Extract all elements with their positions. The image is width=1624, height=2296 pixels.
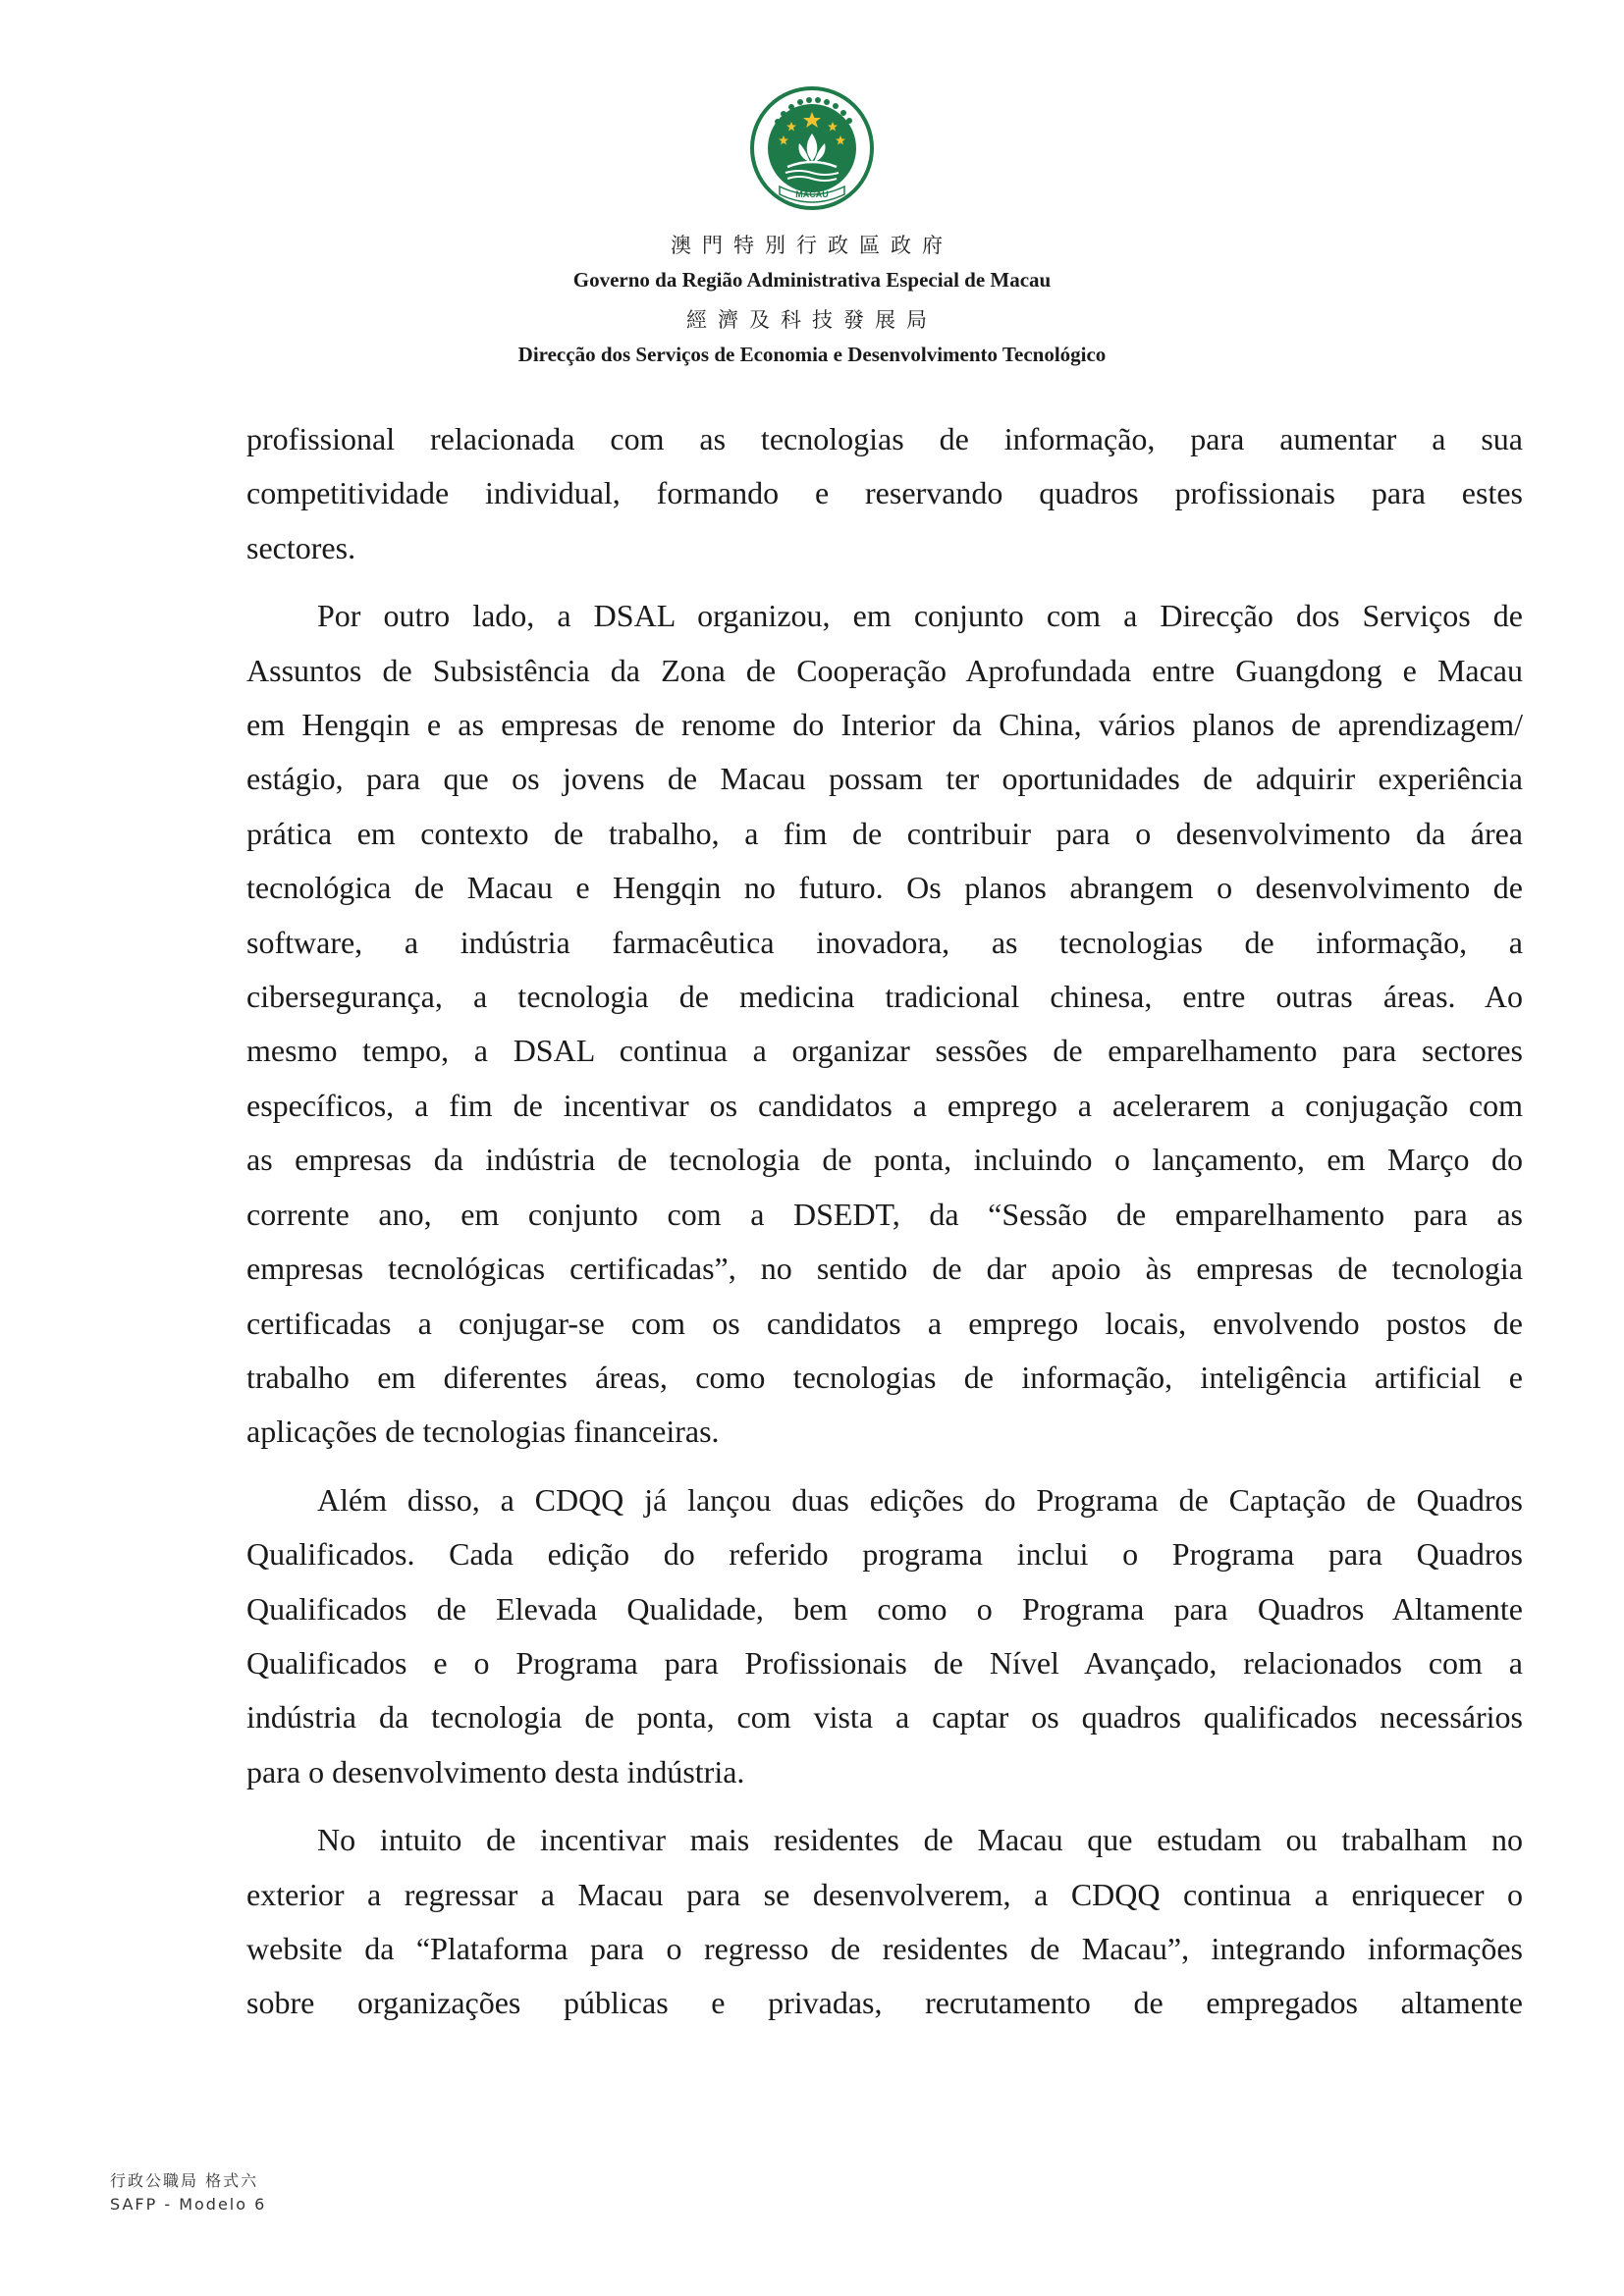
paragraph-line: Assuntos de Subsistência da Zona de Cooperação Aprofundada entre Guangdong e Macau [246, 652, 1523, 688]
paragraph [246, 589, 1523, 1460]
paragraph-line: software, a indústria farmacêutica inovadora, as tecnologias de informação, a [246, 924, 1523, 960]
macau-emblem-icon [748, 84, 876, 212]
government-name-chinese: 澳門特別行政區政府 [671, 234, 953, 257]
paragraph-line: Qualificados. Cada edição do referido programa inclui o Programa para Quadros [246, 1536, 1523, 1573]
paragraph-line: empresas tecnológicas certificadas”, no sentido de dar apoio às empresas de tecnologia [246, 1251, 1523, 1287]
paragraph-line: Qualificados e o Programa para Profissionais de Nível Avançado, relacionados com a [246, 1644, 1523, 1681]
department-name-portuguese: Direcção dos Serviços de Economia e Desenvolvimento Tecnológico [517, 343, 1107, 366]
paragraph-line: competitividade individual, formando e reservando quadros profissionais para estes [246, 475, 1523, 511]
paragraph [246, 1473, 1523, 1799]
paragraph-line: em Hengqin e as empresas de renome do Interior da China, vários planos de aprendizagem/ [246, 707, 1523, 743]
paragraph-line: Qualificados de Elevada Qualidade, bem como o Programa para Quadros Altamente [246, 1590, 1523, 1627]
paragraph [246, 412, 1523, 575]
paragraph-line: exterior a regressar a Macau para se desenvolverem, a CDQQ continua a enriquecer o [246, 1876, 1523, 1912]
department-name-chinese: 經濟及科技發展局 [686, 308, 938, 332]
paragraph-line: as empresas da indústria de tecnologia de ponta, incluindo o lançamento, em Março do [246, 1142, 1523, 1178]
paragraph-line: sectores. [246, 529, 356, 565]
paragraph-line: certificadas a conjugar-se com os candidatos a emprego locais, envolvendo postos de [246, 1305, 1523, 1341]
document-body [246, 412, 1523, 2045]
paragraph-line: sobre organizações públicas e privadas, recrutamento de empregados altamente [246, 1985, 1523, 2021]
paragraph-line: aplicações de tecnologias financeiras. [246, 1414, 720, 1450]
paragraph-line: prática em contexto de trabalho, a fim de contribuir para o desenvolvimento da área [246, 815, 1523, 851]
paragraph [246, 1813, 1523, 2031]
footer-form-code-portuguese: SAFP - Modelo 6 [110, 2195, 267, 2214]
paragraph-line: corrente ano, em conjunto com a DSEDT, da “Sessão de emparelhamento para as [246, 1196, 1523, 1232]
government-name-portuguese: Governo da Região Administrativa Especial de Macau [572, 268, 1052, 292]
paragraph-line: website da “Plataforma para o regresso de residentes de Macau”, integrando informações [246, 1930, 1523, 1966]
paragraph-line: Além disso, a CDQQ já lançou duas edições do Programa de Captação de Quadros [317, 1481, 1523, 1518]
emblem-banner-label: MACAU [795, 189, 829, 199]
paragraph-line: específicos, a fim de incentivar os candidatos a emprego a acelerarem a conjugação com [246, 1087, 1523, 1123]
footer-form-code-chinese: 行政公職局 格式六 [110, 2171, 259, 2190]
paragraph-line: mesmo tempo, a DSAL continua a organizar sessões de emparelhamento para sectores [246, 1033, 1523, 1069]
paragraph-line: para o desenvolvimento desta indústria. [246, 1753, 745, 1789]
letterhead [0, 84, 1624, 369]
paragraph-line: Por outro lado, a DSAL organizou, em conjunto com a Direcção dos Serviços de [317, 598, 1523, 634]
paragraph-line: tecnológica de Macau e Hengqin no futuro. Os planos abrangem o desenvolvimento de [246, 870, 1523, 906]
paragraph-line: profissional relacionada com as tecnologias de informação, para aumentar a sua [246, 421, 1523, 456]
paragraph-line: trabalho em diferentes áreas, como tecnologias de informação, inteligência artificial e [246, 1359, 1523, 1395]
paragraph-line: No intuito de incentivar mais residentes de Macau que estudam ou trabalham no [317, 1822, 1523, 1858]
paragraph-line: estágio, para que os jovens de Macau possam ter oportunidades de adquirir experiência [246, 761, 1523, 797]
form-footer [110, 2169, 266, 2216]
paragraph-line: cibersegurança, a tecnologia de medicina tradicional chinesa, entre outras áreas. Ao [246, 979, 1523, 1015]
paragraph-line: indústria da tecnologia de ponta, com vista a captar os quadros qualificados necessários [246, 1699, 1523, 1735]
